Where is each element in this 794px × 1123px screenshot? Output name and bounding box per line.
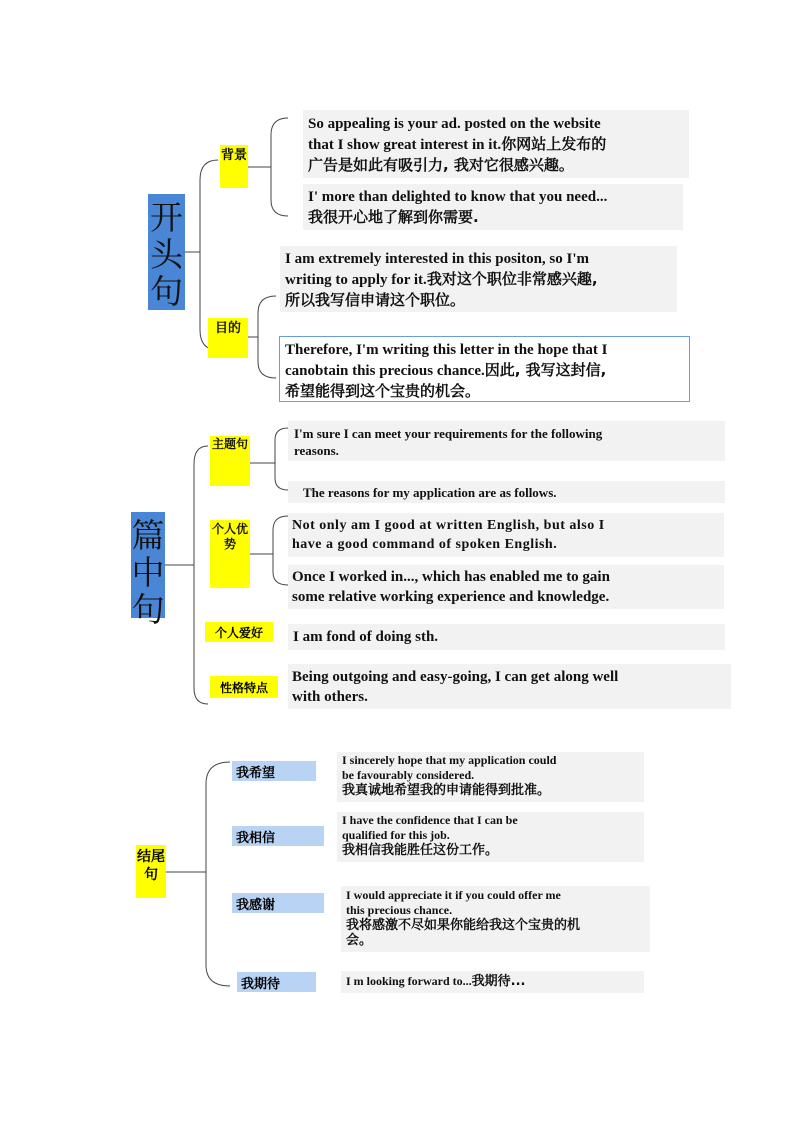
closing-sentence-3 (341, 886, 650, 952)
believe-label (232, 826, 324, 846)
hobby-label-text: 个人爱好 (214, 625, 263, 640)
body-sentence-6 (288, 664, 731, 709)
opening-s4-line3: 希望能得到这个宝贵的机会。 (285, 382, 481, 400)
opening-s4-line2-zh: 因此, 我写这封信, (484, 361, 607, 379)
body-b3-line1: Not only am I good at written English, but also I (292, 518, 605, 533)
body-b4-line1: Once I worked in..., which has enabled me to gain (292, 569, 610, 585)
closing-c2-line3: 我相信我能胜任这份工作。 (342, 843, 499, 858)
opening-root (148, 194, 185, 310)
expect-label-text: 我期待 (241, 976, 281, 992)
advantage-label (210, 520, 250, 588)
closing-c4-en: I m looking forward to... (346, 974, 472, 988)
body-b3-line2: have a good command of spoken English. (292, 537, 558, 552)
closing-sentence-1 (337, 752, 644, 802)
opening-s1-line1: So appealing is your ad. posted on the website (308, 116, 601, 132)
body-b4-line2: some relative working experience and knowledge. (292, 589, 610, 605)
body-b6-line2: with others. (292, 689, 368, 705)
closing-c3-line4: 会。 (346, 933, 373, 948)
bracket-purpose (258, 296, 276, 378)
closing-c3-line3: 我将感激不尽如果你能给我这个宝贵的机 (346, 918, 581, 933)
body-b2-line1: The reasons for my application are as follows. (303, 485, 557, 500)
hobby-label (205, 622, 273, 642)
topic-label-text: 主题句 (211, 437, 248, 451)
thanks-label (232, 893, 324, 913)
closing-c2-line1: I have the confidence that I can be (342, 813, 518, 827)
topic-label (210, 436, 250, 486)
opening-sentence-4 (279, 336, 690, 402)
opening-s3-line3: 所以我写信申请这个职位。 (285, 291, 466, 309)
bracket-closing (206, 762, 230, 986)
background-label-text: 背景 (220, 148, 247, 163)
closing-root (136, 845, 166, 898)
advantage-label-text: 个人优势 (211, 522, 248, 551)
closing-c4-zh: 我期待... (471, 974, 526, 989)
opening-sentence-3 (280, 246, 677, 312)
background-label (220, 145, 248, 188)
opening-s1-line2-en: that I show great interest in it. (308, 137, 502, 153)
opening-s2-line2: 我很开心地了解到你需要. (308, 208, 479, 226)
trait-label-text: 性格特点 (219, 680, 268, 695)
body-root-label: 篇中句 (131, 516, 165, 629)
body-sentence-3 (288, 513, 724, 557)
believe-label-text: 我相信 (236, 830, 276, 846)
opening-s3-line1: I am extremely interested in this positon, so I'm (285, 251, 590, 267)
body-b5-line1: I am fond of doing sth. (293, 629, 439, 645)
body-b1-line1: I'm sure I can meet your requirements for the following (294, 426, 603, 441)
body-sentence-4 (288, 565, 724, 609)
closing-sentence-4 (341, 971, 644, 993)
closing-sentence-2 (337, 812, 644, 862)
closing-root-label: 结尾句 (137, 849, 165, 883)
closing-c3-line1: I would appreciate it if you could offer me (346, 888, 561, 902)
opening-sentence-1 (303, 110, 689, 178)
closing-c1-line3: 我真诚地希望我的申请能得到批准。 (342, 783, 551, 798)
bracket-body (194, 446, 208, 704)
bracket-topic (275, 428, 288, 490)
opening-s1-line3: 广告是如此有吸引力, 我对它很感兴趣。 (308, 156, 574, 174)
body-b6-line1: Being outgoing and easy-going, I can get along well (292, 669, 619, 685)
opening-s3-line2-en: writing to apply for it. (285, 272, 427, 288)
closing-c1-line2: be favourably considered. (342, 768, 475, 782)
hope-label (232, 761, 316, 781)
opening-root-label: 开头句 (150, 198, 183, 311)
bracket-advantage (273, 516, 288, 585)
closing-c1-line1: I sincerely hope that my application could (342, 753, 557, 767)
body-root (131, 512, 165, 629)
trait-label (210, 676, 278, 698)
opening-s1-line2-zh: 你网站上发布的 (501, 135, 607, 153)
closing-c2-line2: qualified for this job. (342, 828, 450, 842)
body-b1-line2: reasons. (294, 443, 339, 458)
closing-c3-line2: this precious chance. (346, 903, 453, 917)
opening-sentence-2 (303, 184, 683, 230)
opening-s2-line1: I' more than delighted to know that you need... (308, 189, 608, 205)
bracket-background (271, 118, 288, 216)
purpose-label (208, 318, 248, 358)
purpose-label-text: 目的 (214, 321, 241, 336)
body-sentence-1 (288, 421, 725, 461)
body-sentence-5 (288, 624, 725, 650)
opening-s3-line2-zh: 我对这个职位非常感兴趣, (426, 270, 598, 288)
expect-label (237, 972, 316, 992)
thanks-label-text: 我感谢 (236, 897, 276, 913)
opening-s4-line2-en: canobtain this precious chance. (285, 363, 485, 379)
hope-label-text: 我希望 (236, 765, 276, 781)
body-sentence-2 (288, 481, 725, 503)
opening-s4-line1: Therefore, I'm writing this letter in the hope that I (285, 342, 608, 358)
